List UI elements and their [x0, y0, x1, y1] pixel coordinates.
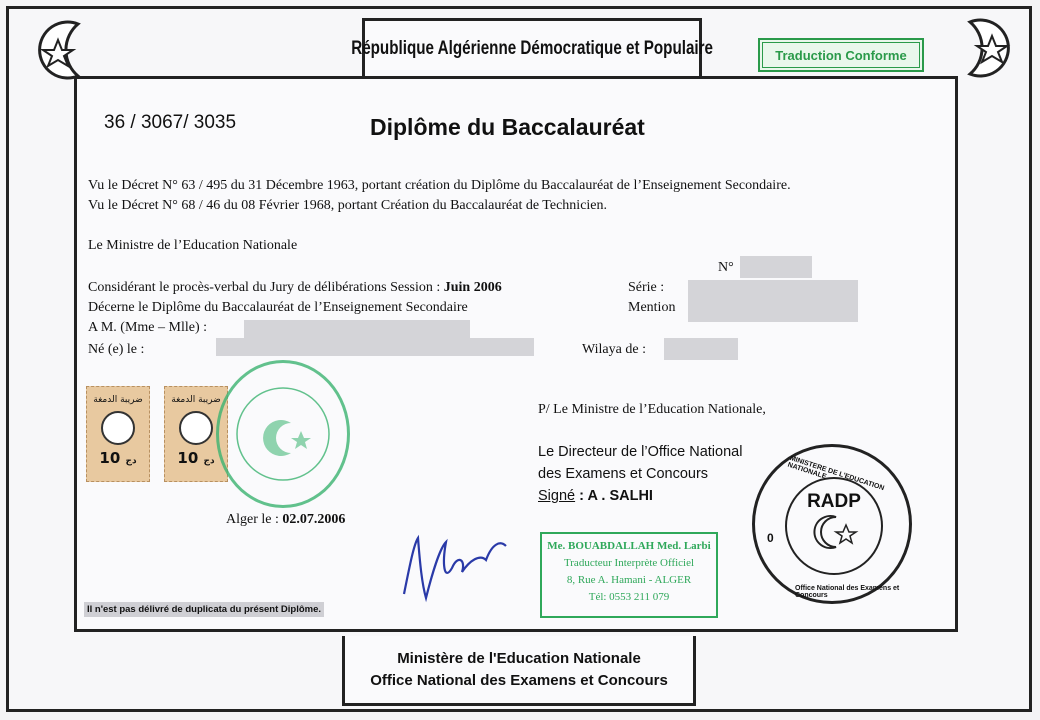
signed-line: [538, 488, 653, 504]
redacted-birth: [216, 338, 534, 356]
radp-crescent-icon: [806, 513, 862, 549]
tax-stamp-1-unit: دج: [125, 456, 137, 466]
tax-stamp-1-label: ضريبة الدمغة: [93, 395, 143, 405]
born-label: Né (e) le :: [88, 342, 145, 357]
tax-stamp-1-emblem-icon: [101, 411, 135, 445]
session-value: Juin 2006: [443, 280, 502, 295]
translator-phone: Tél: 0553 211 079: [588, 591, 670, 603]
seal-emblem-icon: [219, 363, 347, 505]
tax-stamp-2-emblem-icon: [179, 411, 213, 445]
translator-address: 8, Rue A. Hamani - ALGER: [566, 574, 692, 586]
translator-title: Traducteur Interprète Officiel: [563, 557, 695, 569]
redacted-serie-mention: [688, 280, 858, 322]
grants-line: Décerne le Diplôme du Baccalauréat de l’Enseignement Secondaire: [88, 300, 468, 315]
green-official-seal: [216, 360, 350, 508]
radp-ring-bottom: Office National des Examens et Concours: [795, 585, 900, 599]
redacted-wilaya: [664, 338, 738, 360]
for-minister-line: P/ Le Ministre de l’Education Nationale,: [538, 402, 766, 417]
considering-text: Considérant le procès-verbal du Jury de délibérations Session :: [88, 280, 441, 295]
director-line-1: Le Directeur de l’Office National: [538, 444, 743, 460]
handwritten-signature: [396, 524, 516, 608]
footer-line-2: Office National des Examens et Concours: [370, 672, 668, 689]
star-crescent-right-icon: [934, 16, 1030, 80]
considering-line: [88, 280, 502, 296]
document-title: Diplôme du Baccalauréat: [370, 114, 645, 140]
tax-stamp-2-value: 10: [177, 449, 199, 467]
serie-label: Série :: [628, 280, 665, 295]
decree-line-2: Vu le Décret N° 68 / 46 du 08 Février 1968, portant Création du Baccalauréat de Technicien.: [88, 198, 608, 213]
star-crescent-left-icon: [18, 18, 114, 82]
number-label: N°: [718, 260, 734, 275]
mention-label: Mention: [628, 300, 676, 315]
footer-line-1: Ministère de l'Education Nationale: [397, 650, 641, 667]
redacted-number: [740, 256, 812, 278]
translator-name: Me. BOUABDALLAH Med. Larbi: [547, 540, 711, 552]
signed-label: Signé: [538, 488, 576, 504]
decree-line-1: Vu le Décret N° 63 / 495 du 31 Décembre 1963, portant création du Diplôme du Baccalauréat de l’Enseignement Secondaire.: [88, 178, 791, 193]
radp-label: RADP: [807, 491, 861, 512]
tax-stamp-1: [86, 386, 150, 482]
traduction-conforme-stamp: Traduction Conforme: [758, 38, 924, 72]
header-banner: [351, 18, 713, 76]
header-title: République Algérienne Démocratique et Populaire: [351, 37, 713, 59]
director-line-2: des Examens et Concours: [538, 466, 709, 482]
place-date-label: Alger le :: [226, 512, 279, 527]
signed-name: : A . SALHI: [579, 488, 653, 504]
minister-line: Le Ministre de l’Education Nationale: [88, 238, 298, 253]
duplicate-note: Il n'est pas délivré de duplicata du présent Diplôme.: [84, 602, 324, 617]
tax-stamp-2-unit: دج: [203, 456, 215, 466]
radp-seal: [752, 444, 912, 604]
footer-banner: [342, 636, 696, 706]
redacted-recipient: [244, 320, 470, 338]
place-date-value: 02.07.2006: [282, 512, 346, 527]
recipient-label: A M. (Mme – Mlle) :: [88, 320, 207, 335]
reference-number: 36 / 3067/ 3035: [104, 112, 237, 133]
radp-ring-top: MINISTERE DE L'EDUCATION NATIONALE: [786, 455, 885, 493]
place-date-line: [226, 512, 345, 528]
tax-stamp-2-label: ضريبة الدمغة: [171, 395, 221, 405]
tax-stamp-1-value: 10: [99, 449, 121, 467]
radp-number: 0: [767, 531, 774, 545]
translator-stamp: [540, 532, 718, 618]
wilaya-label: Wilaya de :: [582, 342, 646, 357]
